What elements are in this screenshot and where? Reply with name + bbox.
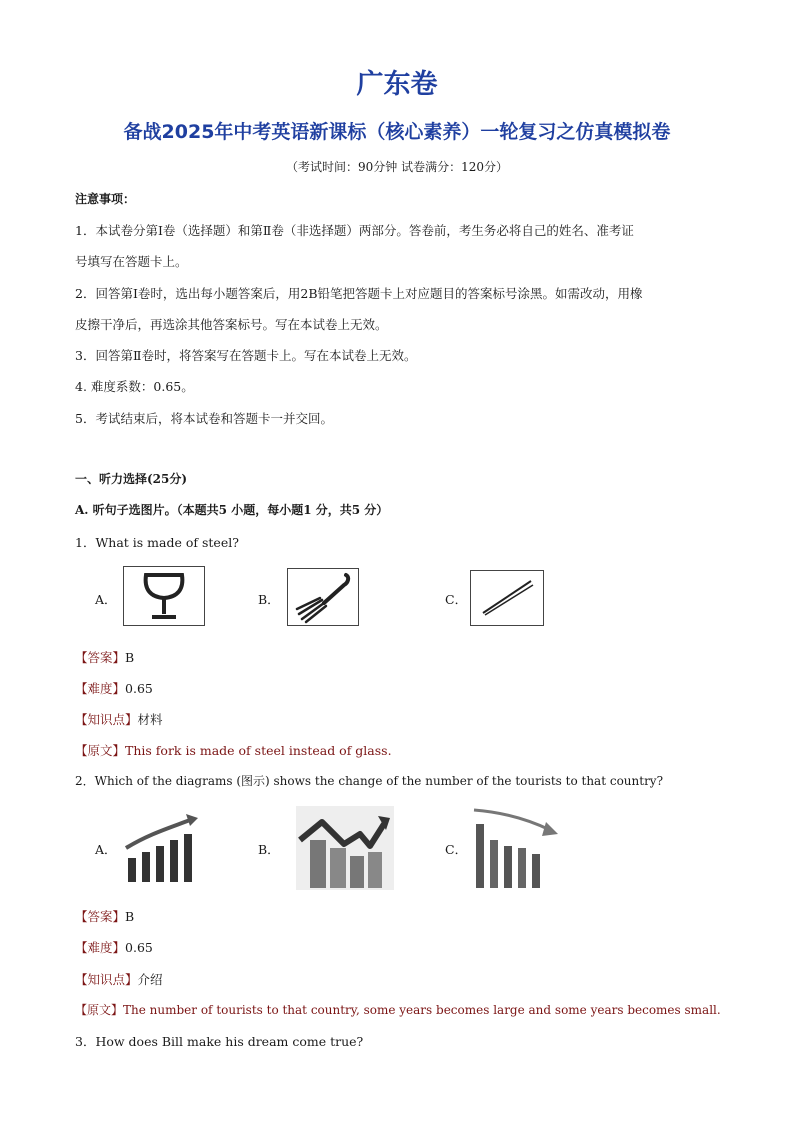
q1-option-b-label: B． bbox=[258, 592, 280, 607]
difficulty-tag: 【难度】 bbox=[75, 940, 126, 955]
original-tag: 【原文】 bbox=[75, 1003, 124, 1017]
knowledge-value: 材料 bbox=[137, 712, 163, 727]
answer-tag: 【答案】 bbox=[75, 909, 126, 924]
section-subheading: A. 听句子选图片。（本题共5 小题，每小题1 分，共5 分） bbox=[75, 503, 389, 517]
notes-line-6: 4. 难度系数：0.65。 bbox=[75, 379, 194, 394]
difficulty-value: 0.65 bbox=[125, 681, 153, 696]
answer-value: B bbox=[125, 909, 135, 924]
q1-option-c-label: C． bbox=[445, 592, 468, 607]
q1-option-a-label: A． bbox=[95, 592, 117, 607]
notes-line-3: 2．回答第Ⅰ卷时，选出每小题答案后，用2B铅笔把答题卡上对应题目的答案标号涂黑。如需改动，用橡 bbox=[75, 286, 643, 301]
original-text: The number of tourists to that country, some years becomes large and some years becomes small. bbox=[123, 1003, 721, 1017]
difficulty-value: 0.65 bbox=[125, 940, 153, 955]
q2-original bbox=[75, 1001, 721, 1018]
q1-fork-image bbox=[287, 568, 359, 626]
exam-meta: （考试时间：90分钟 试卷满分：120分） bbox=[286, 160, 508, 174]
knitting-needles-icon bbox=[471, 571, 543, 625]
wine-glass-icon bbox=[124, 567, 204, 625]
q2-difficulty bbox=[75, 938, 153, 956]
q1-knowledge bbox=[75, 710, 163, 728]
q2-option-a-label: A． bbox=[95, 842, 117, 857]
original-text: This fork is made of steel instead of glass. bbox=[125, 743, 392, 758]
paper-title: 广东卷 bbox=[356, 69, 438, 100]
fluctuating-bars-chart-image bbox=[296, 806, 394, 890]
knowledge-value: 介绍 bbox=[137, 972, 163, 987]
q2-answer bbox=[75, 907, 134, 925]
notes-line-5: 3．回答第Ⅱ卷时，将答案写在答题卡上。写在本试卷上无效。 bbox=[75, 348, 417, 363]
falling-bars-chart-image bbox=[470, 806, 560, 890]
notes-line-1: 1．本试卷分第Ⅰ卷（选择题）和第Ⅱ卷（非选择题）两部分。答卷前，考生务必将自己的姓名、准考证 bbox=[75, 223, 634, 238]
question-3-stem: 3．How does Bill make his dream come true? bbox=[75, 1034, 364, 1049]
difficulty-tag: 【难度】 bbox=[75, 681, 126, 696]
fork-icon bbox=[288, 569, 358, 625]
question-1-stem: 1．What is made of steel? bbox=[75, 535, 239, 550]
section-heading: 一、听力选择(25分) bbox=[75, 472, 188, 486]
q1-difficulty bbox=[75, 679, 153, 697]
knowledge-tag: 【知识点】 bbox=[75, 972, 138, 987]
q1-answer bbox=[75, 648, 134, 666]
notes-heading: 注意事项： bbox=[75, 192, 136, 206]
q2-option-c-label: C． bbox=[445, 842, 468, 857]
q2-option-b-label: B． bbox=[258, 842, 280, 857]
question-2-stem: 2．Which of the diagrams (图示) shows the change of the number of the tourists to that country? bbox=[75, 774, 664, 788]
q1-original bbox=[75, 741, 392, 759]
answer-tag: 【答案】 bbox=[75, 650, 126, 665]
q2-knowledge bbox=[75, 970, 163, 988]
original-tag: 【原文】 bbox=[75, 743, 126, 758]
knowledge-tag: 【知识点】 bbox=[75, 712, 138, 727]
q1-glass-image bbox=[123, 566, 205, 626]
rising-bars-chart-image bbox=[124, 812, 204, 884]
notes-line-2: 号填写在答题卡上。 bbox=[75, 254, 188, 269]
paper-subtitle: 备战2025年中考英语新课标（核心素养）一轮复习之仿真模拟卷 bbox=[123, 121, 671, 143]
answer-value: B bbox=[125, 650, 135, 665]
q1-needle-image bbox=[470, 570, 544, 626]
notes-line-4: 皮擦干净后，再选涂其他答案标号。写在本试卷上无效。 bbox=[75, 317, 388, 332]
notes-line-7: 5．考试结束后，将本试卷和答题卡一并交回。 bbox=[75, 411, 333, 426]
